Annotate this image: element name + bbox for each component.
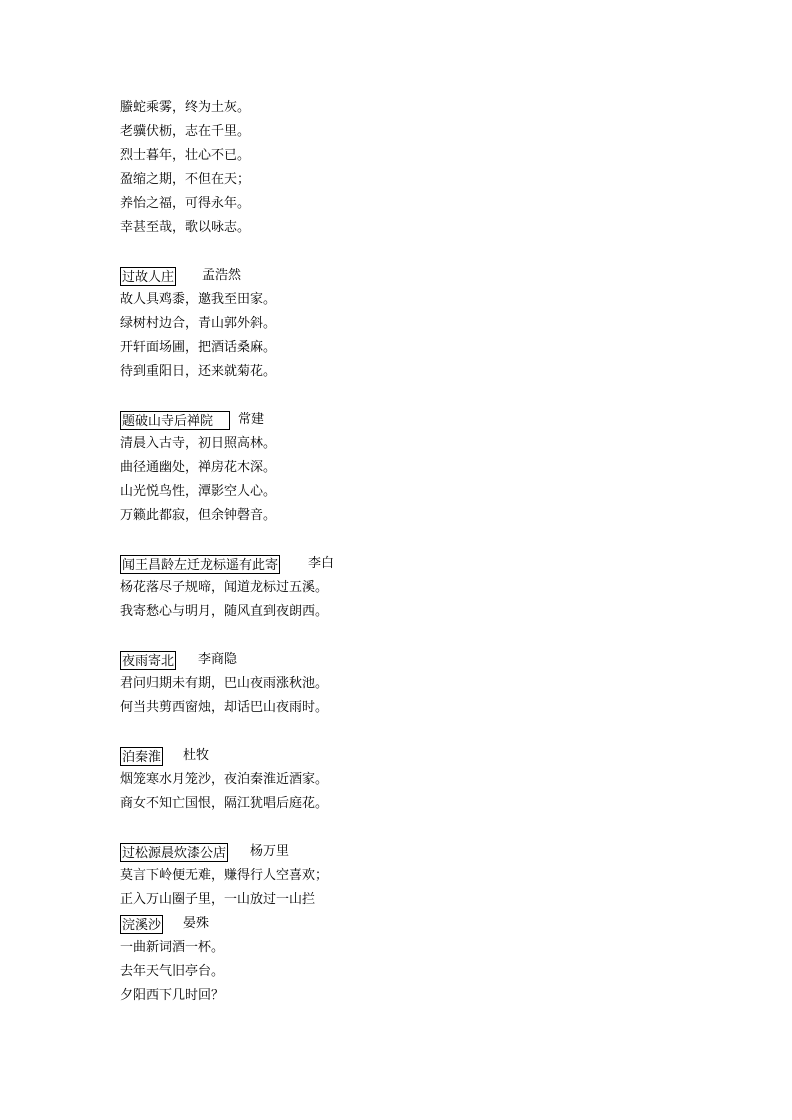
poem-line: 养怡之福，可得永年。 bbox=[120, 196, 251, 211]
section-gap bbox=[120, 816, 740, 840]
poem-author: 杨万里 bbox=[250, 844, 290, 859]
poem-huan-xi-sha bbox=[120, 912, 740, 1008]
poem-line: 一曲新词酒一杯。 bbox=[120, 940, 225, 955]
poem-line: 夕阳西下几时回？ bbox=[120, 988, 225, 1003]
poem-line: 烈士暮年，壮心不已。 bbox=[120, 148, 251, 163]
document-page bbox=[120, 96, 740, 1008]
poem-title: 过故人庄 bbox=[120, 267, 176, 286]
section-gap bbox=[120, 240, 740, 264]
poem-author: 晏殊 bbox=[183, 916, 210, 931]
poem-author: 杜牧 bbox=[183, 748, 210, 763]
poem-author: 孟浩然 bbox=[202, 268, 242, 283]
poem-title: 浣溪沙 bbox=[120, 915, 163, 934]
poem-line: 螣蛇乘雾，终为土灰。 bbox=[120, 100, 251, 115]
poem-line: 杨花落尽子规啼，闻道龙标过五溪。 bbox=[120, 580, 329, 595]
poem-line: 正入万山圈子里，一山放过一山拦 bbox=[120, 892, 316, 907]
poem-block-0 bbox=[120, 96, 740, 240]
poem-line: 故人具鸡黍，邀我至田家。 bbox=[120, 292, 277, 307]
poem-line: 万籁此都寂，但余钟磬音。 bbox=[120, 508, 277, 523]
poem-heading bbox=[120, 408, 740, 432]
poem-wen-wang-chang-ling bbox=[120, 552, 740, 624]
poem-line: 幸甚至哉，歌以咏志。 bbox=[120, 220, 251, 235]
poem-bo-qin-huai bbox=[120, 744, 740, 816]
poem-line: 盈缩之期，不但在天； bbox=[120, 172, 251, 187]
poem-author: 李商隐 bbox=[198, 652, 238, 667]
poem-line: 曲径通幽处，禅房花木深。 bbox=[120, 460, 277, 475]
section-gap bbox=[120, 528, 740, 552]
poem-heading bbox=[120, 264, 740, 288]
poem-title: 闻王昌龄左迁龙标遥有此寄 bbox=[120, 555, 280, 574]
poem-author: 常建 bbox=[238, 412, 265, 427]
poem-heading bbox=[120, 552, 740, 576]
poem-title: 题破山寺后禅院 bbox=[120, 411, 230, 430]
poem-heading bbox=[120, 648, 740, 672]
poem-ti-po-shan-si bbox=[120, 408, 740, 528]
poem-line: 烟笼寒水月笼沙，夜泊秦淮近酒家。 bbox=[120, 772, 329, 787]
poem-line: 莫言下岭便无难，赚得行人空喜欢； bbox=[120, 868, 329, 883]
poem-line: 君问归期未有期，巴山夜雨涨秋池。 bbox=[120, 676, 329, 691]
section-gap bbox=[120, 384, 740, 408]
poem-ye-yu-ji-bei bbox=[120, 648, 740, 720]
poem-line: 何当共剪西窗烛，却话巴山夜雨时。 bbox=[120, 700, 329, 715]
poem-guo-song-yuan bbox=[120, 840, 740, 912]
poem-line: 我寄愁心与明月，随风直到夜朗西。 bbox=[120, 604, 329, 619]
poem-line: 绿树村边合，青山郭外斜。 bbox=[120, 316, 277, 331]
poem-line: 去年天气旧亭台。 bbox=[120, 964, 225, 979]
poem-guo-gu-ren-zhuang bbox=[120, 264, 740, 384]
poem-title: 夜雨寄北 bbox=[120, 651, 176, 670]
poem-line: 山光悦鸟性，潭影空人心。 bbox=[120, 484, 277, 499]
poem-title: 过松源晨炊漆公店 bbox=[120, 843, 228, 862]
poem-line: 老骥伏枥，志在千里。 bbox=[120, 124, 251, 139]
poem-title: 泊秦淮 bbox=[120, 747, 163, 766]
poem-author: 李白 bbox=[308, 556, 335, 571]
poem-line: 待到重阳日，还来就菊花。 bbox=[120, 364, 277, 379]
poem-line: 商女不知亡国恨，隔江犹唱后庭花。 bbox=[120, 796, 329, 811]
poem-heading bbox=[120, 912, 740, 936]
poem-heading bbox=[120, 744, 740, 768]
poem-heading bbox=[120, 840, 740, 864]
section-gap bbox=[120, 720, 740, 744]
poem-line: 清晨入古寺，初日照高林。 bbox=[120, 436, 277, 451]
section-gap bbox=[120, 624, 740, 648]
poem-line: 开轩面场圃，把酒话桑麻。 bbox=[120, 340, 277, 355]
